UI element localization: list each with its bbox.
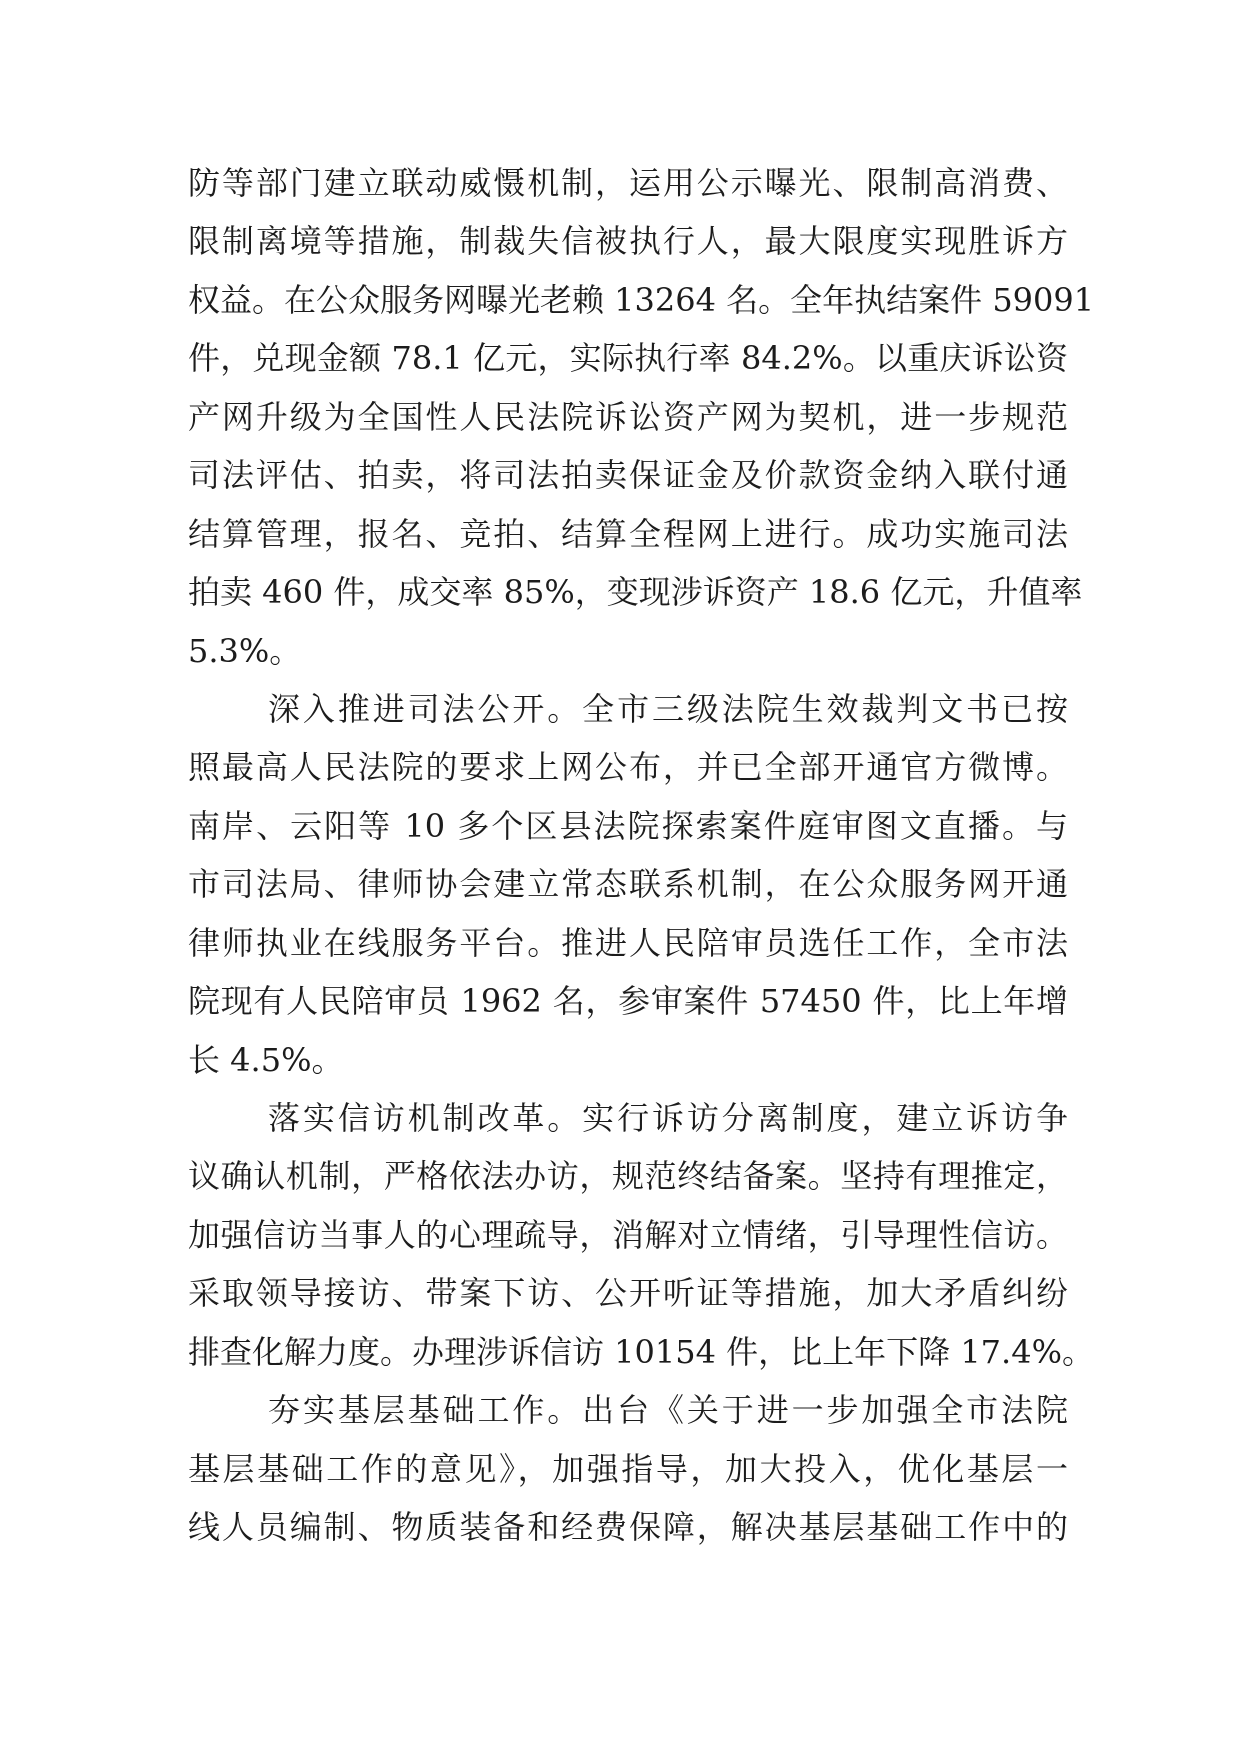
text-line: 排查化解力度。办理涉诉信访 10154 件，比上年下降 17.4%。: [188, 1332, 1094, 1371]
text-line: 拍卖 460 件，成交率 85%，变现涉诉资产 18.6 亿元，升值率: [188, 573, 1083, 612]
text-line: 照最高人民法院的要求上网公布，并已全部开通官方微博。: [188, 748, 1068, 787]
text-line: 5.3%。: [188, 631, 302, 670]
text-line: 结算管理，报名、竞拍、结算全程网上进行。成功实施司法: [188, 514, 1068, 553]
text-line: 线人员编制、物质装备和经费保障，解决基层基础工作中的: [188, 1508, 1068, 1547]
text-line: 长 4.5%。: [188, 1040, 344, 1079]
text-line: 基层基础工作的意见》，加强指导，加大投入，优化基层一: [188, 1449, 1068, 1488]
text-line: 加强信访当事人的心理疏导，消解对立情绪，引导理性信访。: [188, 1215, 1068, 1254]
text-line: 防等部门建立联动威慑机制，运用公示曝光、限制高消费、: [188, 164, 1068, 202]
text-line: 院现有人民陪审员 1962 名，参审案件 57450 件，比上年增: [188, 982, 1068, 1021]
text-line: 南岸、云阳等 10 多个区县法院探索案件庭审图文直播。与: [188, 806, 1068, 845]
text-line: 件，兑现金额 78.1 亿元，实际执行率 84.2%。以重庆诉讼资: [188, 339, 1068, 378]
text-line: 市司法局、律师协会建立常态联系机制，在公众服务网开通: [188, 865, 1068, 904]
paragraph-heading-line: 落实信访机制改革。实行诉访分离制度，建立诉访争: [268, 1099, 1068, 1137]
text-line: 权益。在公众服务网曝光老赖 13264 名。全年执结案件 59091: [188, 280, 1095, 319]
text-line: 产网升级为全国性人民法院诉讼资产网为契机，进一步规范: [188, 397, 1068, 436]
text-line: 律师执业在线服务平台。推进人民陪审员选任工作，全市法: [188, 923, 1068, 962]
text-line: 议确认机制，严格依法办访，规范终结备案。坚持有理推定，: [188, 1157, 1068, 1196]
paragraph-heading-line: 深入推进司法公开。全市三级法院生效裁判文书已按: [268, 689, 1068, 728]
text-line: 司法评估、拍卖，将司法拍卖保证金及价款资金纳入联付通: [188, 456, 1068, 495]
text-line: 采取领导接访、带案下访、公开听证等措施，加大矛盾纠纷: [188, 1274, 1068, 1313]
text-line: 限制离境等措施，制裁失信被执行人，最大限度实现胜诉方: [188, 222, 1068, 261]
document-body: [188, 154, 1095, 1557]
paragraph-heading-line: 夯实基层基础工作。出台《关于进一步加强全市法院: [268, 1391, 1068, 1430]
